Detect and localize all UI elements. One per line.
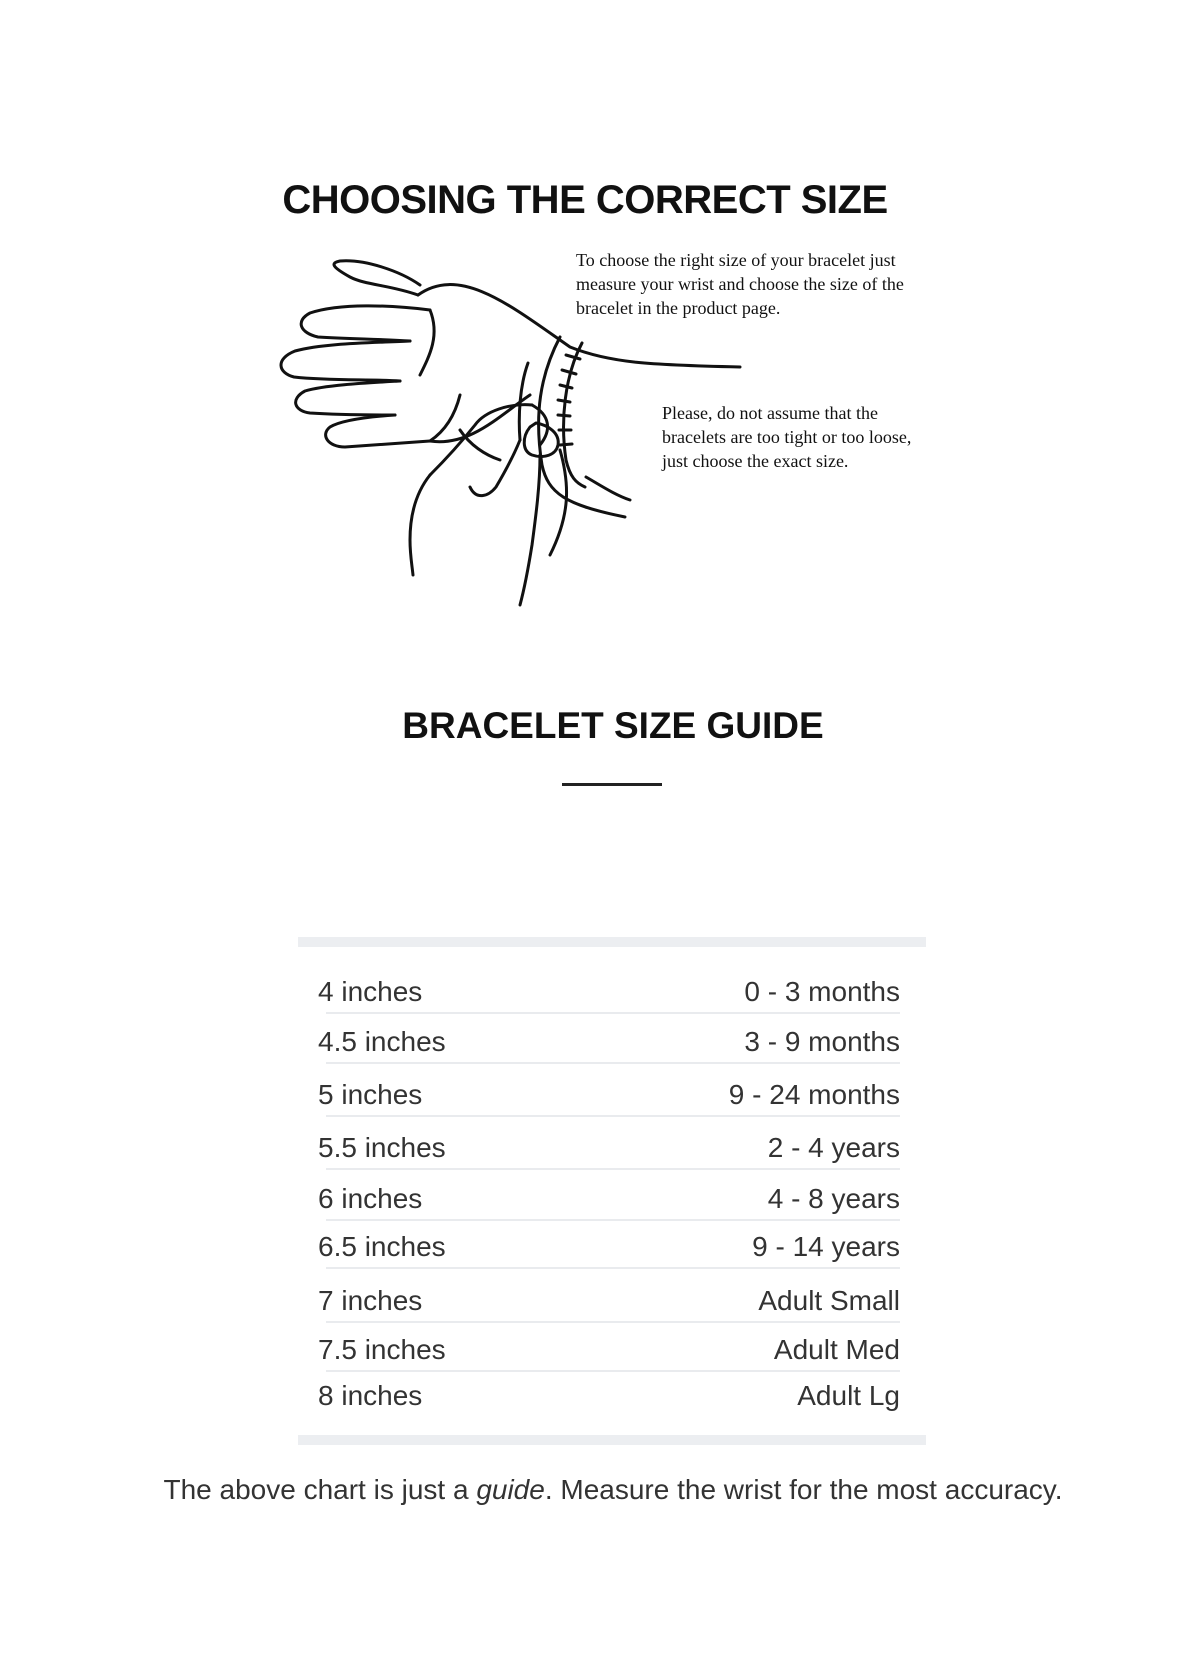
size-guide-title: BRACELET SIZE GUIDE — [402, 705, 824, 746]
wrist-size-cell: 6.5 inches — [318, 1231, 446, 1262]
wrist-size-cell: 8 inches — [318, 1380, 423, 1411]
wrist-size-cell: 4.5 inches — [318, 1026, 446, 1057]
table-row — [318, 1328, 900, 1372]
title-divider — [562, 783, 662, 786]
wrist-size-cell: 6 inches — [318, 1183, 423, 1214]
wrist-size-cell: 5.5 inches — [318, 1132, 446, 1163]
hand-measuring-wrist-icon — [270, 255, 790, 660]
page-title: CHOOSING THE CORRECT SIZE — [282, 178, 888, 222]
age-range-cell: 9 - 14 years — [752, 1231, 900, 1262]
row-divider — [326, 1321, 900, 1323]
age-range-cell: Adult Small — [758, 1285, 900, 1316]
table-row — [318, 1225, 900, 1269]
disclaimer-text: The above chart is just a — [163, 1474, 477, 1505]
row-divider — [326, 1012, 900, 1014]
age-range-cell: 0 - 3 months — [744, 976, 900, 1007]
table-row — [318, 1279, 900, 1323]
age-range-cell: Adult Med — [773, 1334, 900, 1365]
guide-disclaimer — [0, 1471, 1198, 1509]
table-row — [318, 1374, 900, 1418]
age-range-cell: Adult Lg — [797, 1380, 900, 1411]
wrist-size-cell: 4 inches — [318, 976, 423, 1007]
table-top-border — [298, 937, 926, 947]
row-divider — [326, 1219, 900, 1221]
age-range-cell: 3 - 9 months — [744, 1026, 900, 1057]
age-range-cell: 4 - 8 years — [767, 1183, 900, 1214]
disclaimer-text-end: . Measure the wrist for the most accuracy. — [544, 1474, 1063, 1505]
disclaimer-emphasis: guide — [476, 1474, 545, 1505]
table-row — [318, 1126, 900, 1170]
wrist-size-cell: 7.5 inches — [318, 1334, 446, 1365]
row-divider — [326, 1267, 900, 1269]
row-divider — [326, 1062, 900, 1064]
wrist-size-cell: 7 inches — [318, 1285, 423, 1316]
age-range-cell: 9 - 24 months — [728, 1079, 900, 1110]
row-divider — [326, 1115, 900, 1117]
table-row — [318, 1177, 900, 1221]
advice-paragraph: Please, do not assume that the bracelets are too tight or too loose, just choose the exact size. — [662, 403, 912, 471]
row-divider — [326, 1168, 900, 1170]
table-row — [318, 970, 900, 1014]
instruction-paragraph: To choose the right size of your bracelet just measure your wrist and choose the size of the bracelet in the product page. — [576, 250, 904, 318]
wrist-size-cell: 5 inches — [318, 1079, 423, 1110]
row-divider — [326, 1370, 900, 1372]
table-row — [318, 1020, 900, 1064]
age-range-cell: 2 - 4 years — [767, 1132, 900, 1163]
table-row — [318, 1073, 900, 1117]
table-bottom-border — [298, 1435, 926, 1445]
